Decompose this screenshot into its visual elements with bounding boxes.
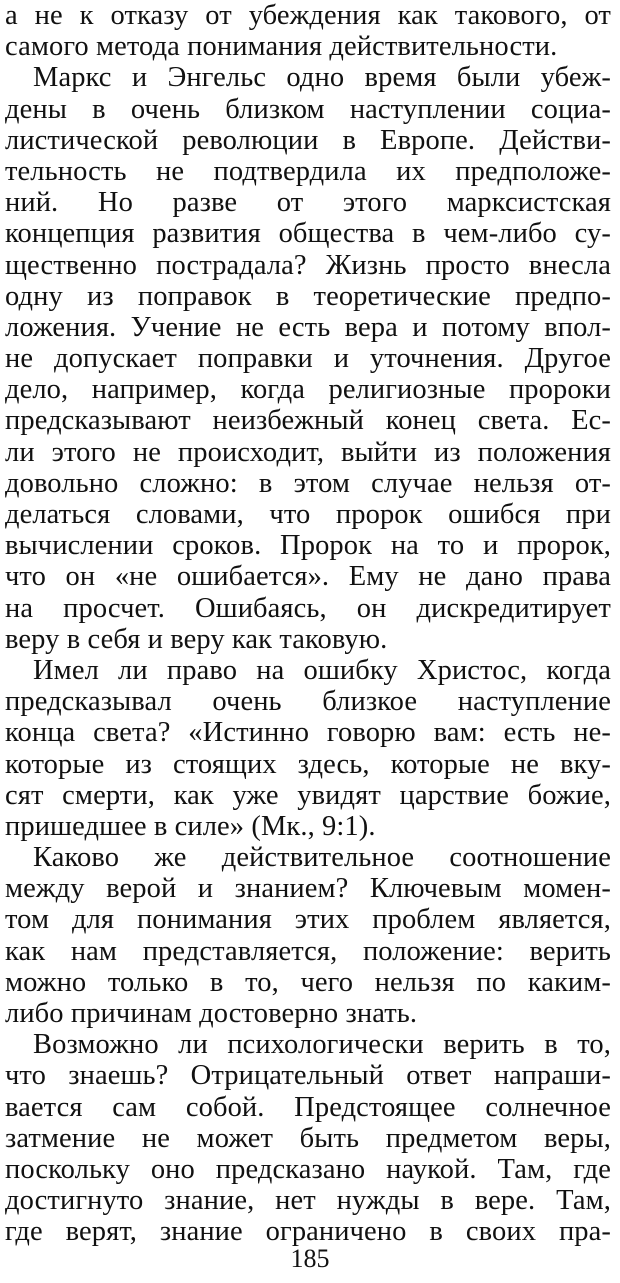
text-line: веру в себя и веру как таковую.: [5, 623, 388, 655]
text-line: ли этого не происходит, выйти из положения: [5, 436, 611, 468]
text-line: что знаешь? Отрицательный ответ напраши-: [5, 1060, 611, 1092]
text-line: том для понимания этих проблем является,: [5, 904, 611, 936]
text-line: на просчет. Ошибаясь, он дискредитирует: [5, 592, 611, 624]
text-line: дело, например, когда религиозные пророки: [5, 374, 611, 406]
text-line: либо причинам достоверно знать.: [5, 998, 418, 1029]
text-line: достигнуто знание, нет нужды в вере. Там,: [5, 1185, 611, 1217]
text-line: одну из поправок в теоретические предпо-: [5, 280, 611, 312]
text-line: можно только в то, чего нельзя по каким-: [5, 966, 611, 998]
text-line: поскольку оно предсказано наукой. Там, где: [5, 1153, 611, 1185]
text-line: щественно пострадала? Жизнь просто внесла: [5, 249, 611, 281]
text-line: ложения. Учение не есть вера и потому впол-: [5, 311, 611, 343]
body-text: [5, 0, 611, 1248]
text-line: ний. Но разве от этого марксистская: [5, 187, 611, 219]
text-line: затмение не может быть предметом веры,: [5, 1122, 611, 1154]
text-line: пришедшее в силе» (Мк., 9:1).: [5, 810, 376, 842]
text-line: делаться словами, что пророк ошибся при: [5, 499, 611, 530]
text-line: Маркс и Энгельс одно время были убеж-: [33, 62, 611, 94]
text-line: вычислении сроков. Пророк на то и пророк,: [5, 530, 611, 562]
text-line: Каково же действительное соотношение: [33, 842, 611, 874]
text-line: где верят, знание ограничено в своих пра-: [5, 1216, 611, 1248]
text-line: тельность не подтвердила их предположе-: [5, 155, 611, 187]
page-number: 185: [290, 1244, 330, 1273]
text-line: которые из стоящих здесь, которые не вку-: [5, 748, 611, 780]
text-line: самого метода понимания действительности.: [5, 31, 558, 63]
text-line: сят смерти, как уже увидят царствие божие,: [5, 779, 611, 811]
text-line: конца света? «Истинно говорю вам: есть не-: [5, 717, 611, 749]
text-line: вается сам собой. Предстоящее солнечное: [5, 1091, 611, 1123]
text-line: Возможно ли психологически верить в то,: [33, 1029, 611, 1061]
text-line: предсказывал очень близкое наступление: [5, 686, 611, 718]
text-line: как нам представляется, положение: верить: [5, 935, 611, 967]
text-line: дены в очень близком наступлении социа-: [5, 93, 611, 125]
text-line: а не к отказу от убеждения как такового, от: [5, 0, 611, 31]
text-line: листической революции в Европе. Действи-: [5, 124, 611, 156]
text-line: концепция развития общества в чем-либо су-: [5, 218, 611, 250]
text-line: довольно сложно: в этом случае нельзя от-: [5, 467, 611, 499]
text-line: предсказывают неизбежный конец света. Ес-: [5, 405, 611, 437]
text-line: Имел ли право на ошибку Христос, когда: [33, 654, 611, 686]
text-line: между верой и знанием? Ключевым момен-: [5, 873, 611, 905]
text-line: что он «не ошибается». Ему не дано права: [5, 561, 611, 593]
text-line: не допускает поправки и уточнения. Другое: [5, 343, 611, 375]
